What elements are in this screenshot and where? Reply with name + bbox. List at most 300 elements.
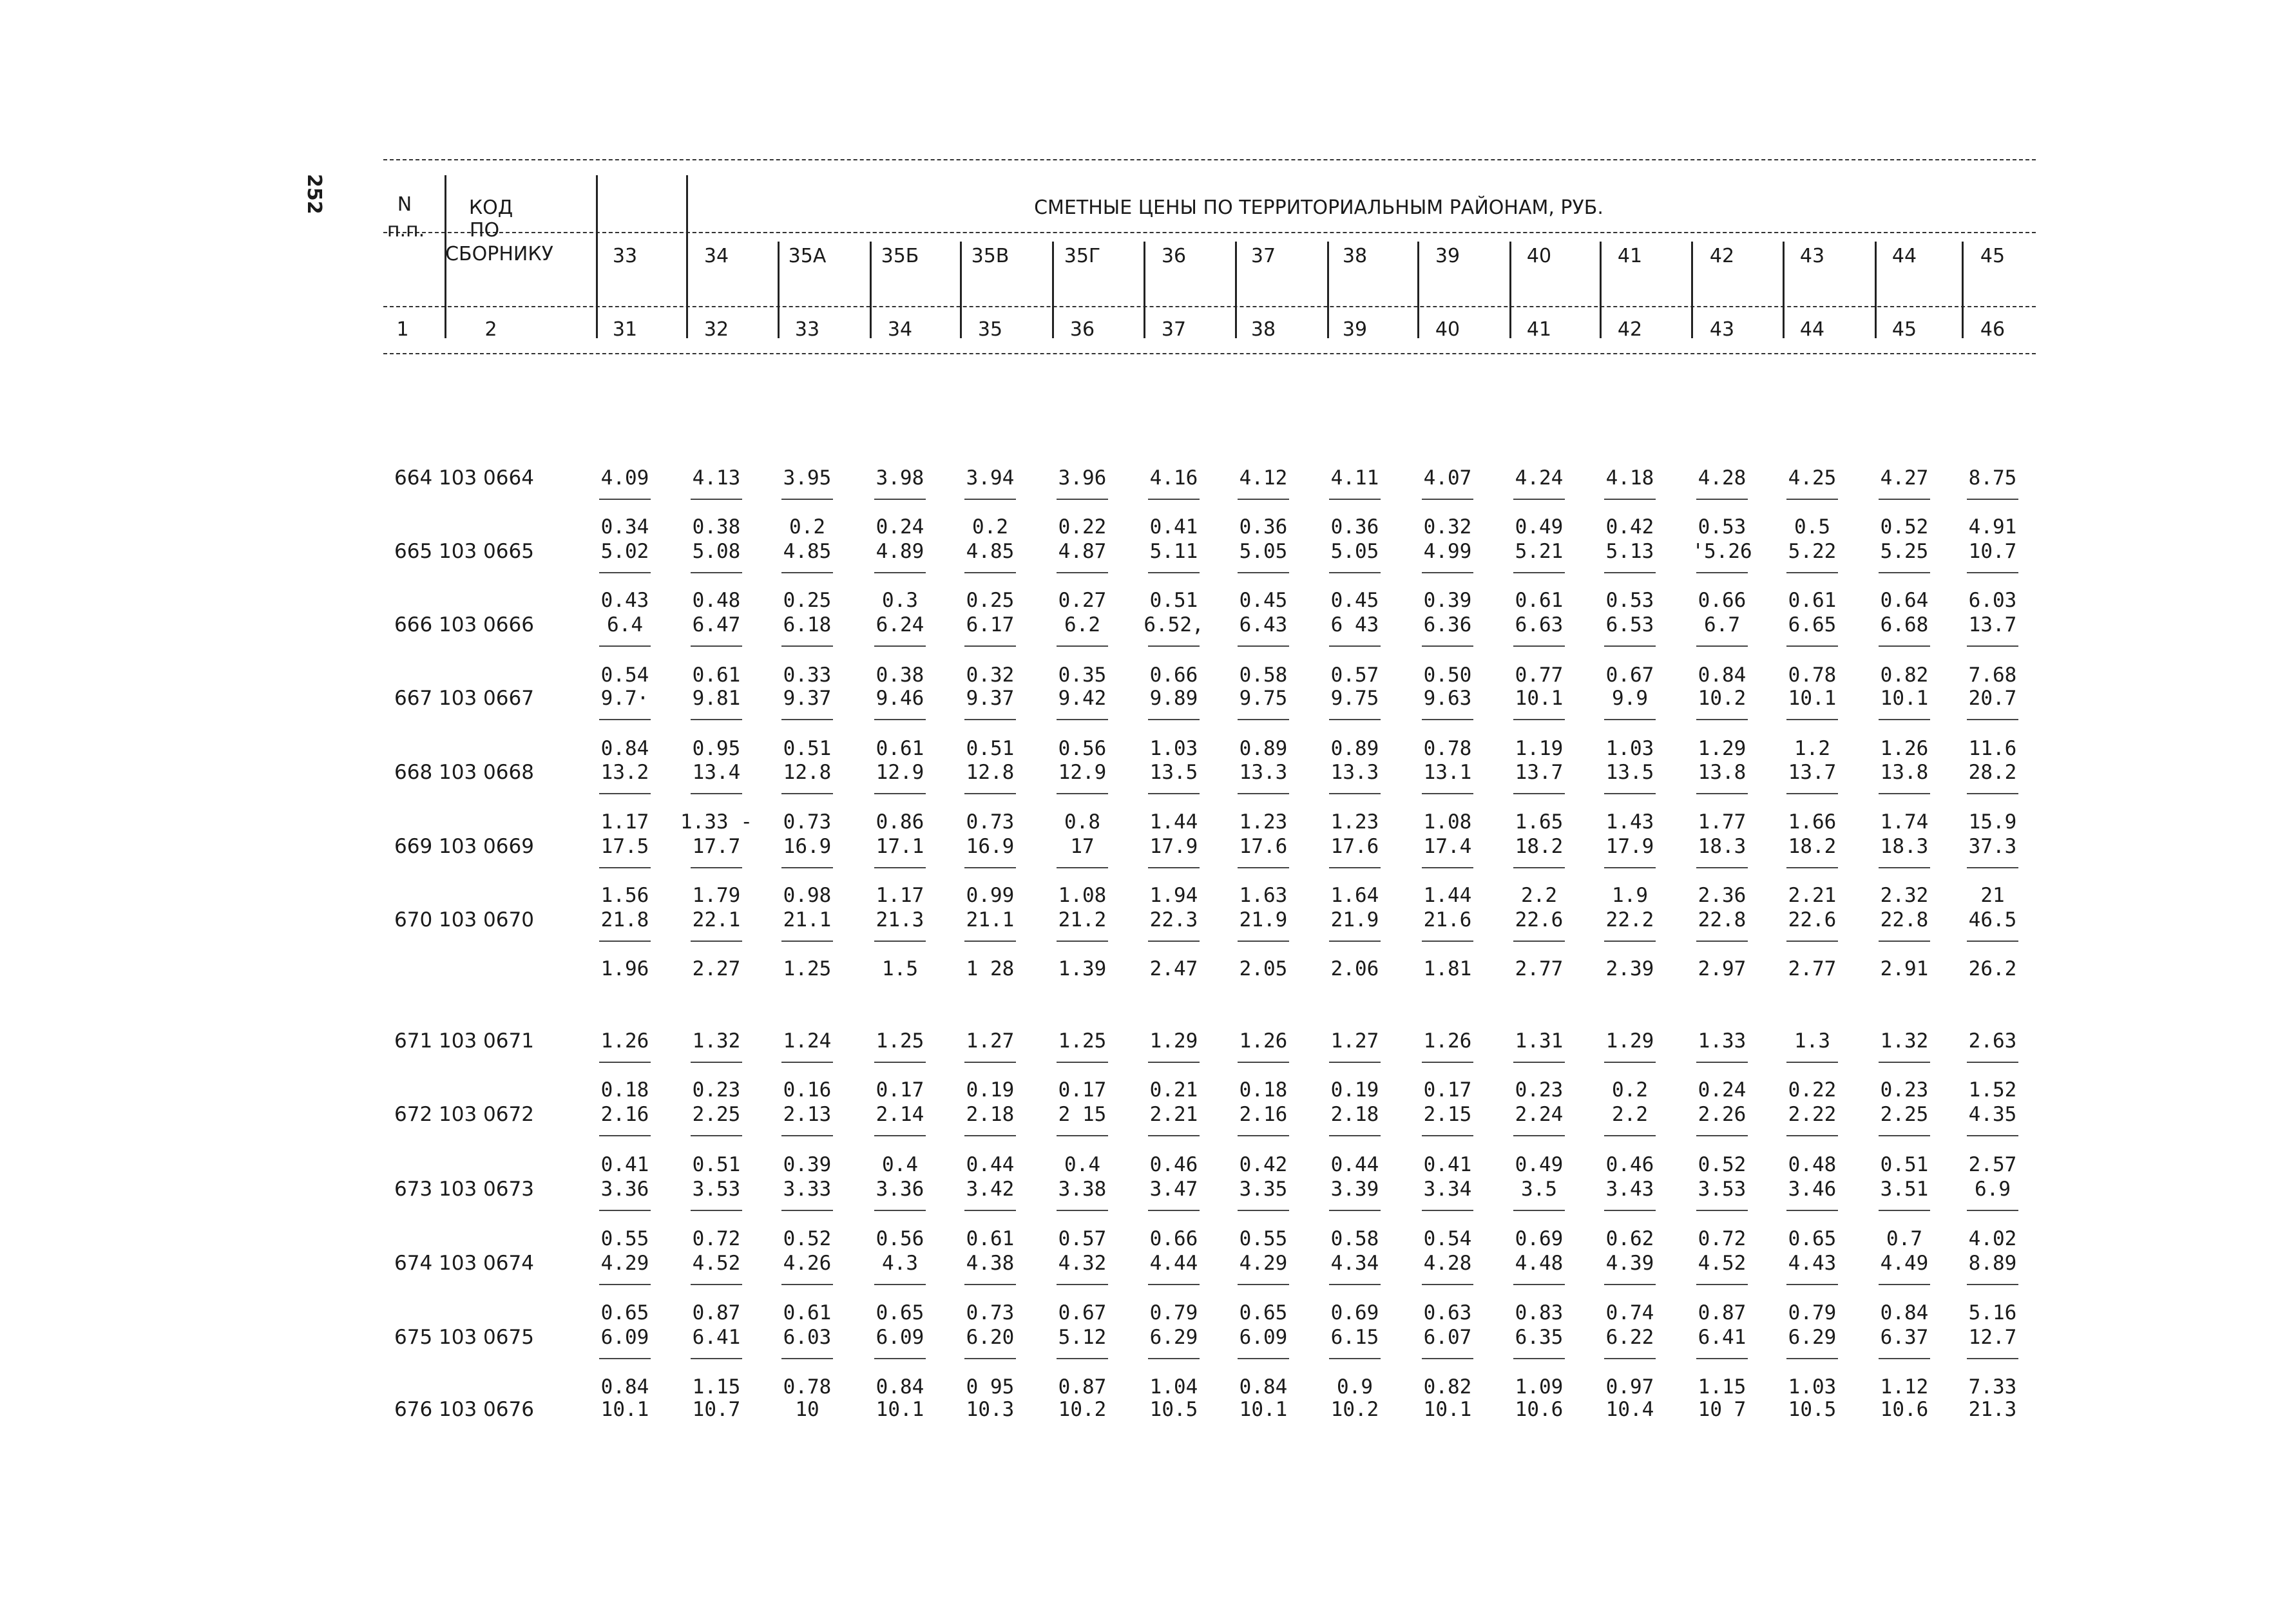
- fraction-bar: [1422, 1358, 1473, 1359]
- price-cell: 1.39: [1058, 957, 1107, 980]
- price-cell: 1.94: [1149, 884, 1198, 907]
- price-cell: 28.2: [1968, 761, 2017, 784]
- price-cell: 17.5: [600, 835, 649, 858]
- price-cell: 1.27: [966, 1029, 1015, 1053]
- price-cell: 0.51: [1149, 589, 1198, 612]
- row-label: 670 103 0670: [394, 908, 534, 931]
- price-cell: 17: [1070, 835, 1095, 858]
- price-cell: 1.96: [600, 957, 649, 980]
- price-cell: 0.23: [1515, 1078, 1564, 1102]
- price-cell: 0.38: [876, 664, 924, 687]
- fraction-bar: [1879, 645, 1930, 647]
- fraction-bar: [1967, 1062, 2018, 1063]
- price-cell: 6.22: [1605, 1326, 1654, 1349]
- price-cell: 4.27: [1880, 466, 1929, 490]
- price-cell: 0.72: [1698, 1227, 1747, 1250]
- fraction-bar: [1329, 793, 1381, 794]
- price-cell: 17.4: [1423, 835, 1472, 858]
- fraction-bar: [1786, 867, 1838, 868]
- price-cell: 1.29: [1605, 1029, 1654, 1053]
- fraction-bar: [1238, 1062, 1289, 1063]
- price-cell: 13.7: [1788, 761, 1837, 784]
- price-cell: 10: [795, 1398, 819, 1421]
- price-cell: 2.2: [1521, 884, 1557, 907]
- price-cell: 4.18: [1605, 466, 1654, 490]
- price-cell: 1.25: [876, 1029, 924, 1053]
- price-cell: 1.33: [1698, 1029, 1747, 1053]
- price-cell: 0.48: [1788, 1153, 1837, 1176]
- header-vrule: [1327, 242, 1329, 338]
- fraction-bar: [781, 1210, 833, 1211]
- price-cell: 1.9: [1612, 884, 1648, 907]
- price-cell: 6 43: [1330, 613, 1379, 636]
- price-cell: 4.43: [1788, 1252, 1837, 1275]
- price-cell: 10.1: [600, 1398, 649, 1421]
- fraction-bar: [1604, 1210, 1656, 1211]
- fraction-bar: [874, 867, 926, 868]
- price-cell: 4.13: [692, 466, 741, 490]
- fraction-bar: [1696, 1062, 1748, 1063]
- price-cell: 4.89: [876, 540, 924, 563]
- price-cell: 0.49: [1515, 1153, 1564, 1176]
- fraction-bar: [1696, 645, 1748, 647]
- fraction-bar: [1057, 1062, 1108, 1063]
- price-cell: 7.68: [1968, 664, 2017, 687]
- price-cell: 9.63: [1423, 687, 1472, 710]
- row-label: 674 103 0674: [394, 1252, 534, 1275]
- fraction-bar: [1329, 1284, 1381, 1285]
- column-number: 31: [612, 318, 638, 341]
- fraction-bar: [691, 1358, 742, 1359]
- price-cell: 0.55: [600, 1227, 649, 1250]
- fraction-bar: [964, 1210, 1016, 1211]
- price-cell: 17.6: [1330, 835, 1379, 858]
- price-cell: 10.1: [876, 1398, 924, 1421]
- header-vrule: [596, 175, 598, 338]
- fraction-bar: [1604, 1284, 1656, 1285]
- price-cell: 4.85: [966, 540, 1015, 563]
- fraction-bar: [1329, 645, 1381, 647]
- price-cell: 0.82: [1880, 664, 1929, 687]
- price-cell: 0.87: [1698, 1301, 1747, 1324]
- fraction-bar: [1696, 1210, 1748, 1211]
- region-header: 34: [704, 245, 729, 267]
- price-cell: 5.05: [1239, 540, 1288, 563]
- fraction-bar: [1148, 572, 1200, 573]
- price-cell: 3.43: [1605, 1178, 1654, 1201]
- price-cell: 0.24: [1698, 1078, 1747, 1102]
- price-cell: 0.61: [692, 664, 741, 687]
- price-cell: 1.26: [600, 1029, 649, 1053]
- price-cell: 11.6: [1968, 737, 2017, 760]
- price-cell: 6.29: [1149, 1326, 1198, 1349]
- fraction-bar: [1696, 572, 1748, 573]
- price-cell: 9.75: [1239, 687, 1288, 710]
- price-cell: 6.07: [1423, 1326, 1472, 1349]
- fraction-bar: [599, 645, 651, 647]
- price-cell: 0.98: [783, 884, 832, 907]
- price-cell: 0.97: [1605, 1375, 1654, 1399]
- price-cell: 0.61: [1515, 589, 1564, 612]
- fraction-bar: [1604, 645, 1656, 647]
- price-cell: 0.78: [783, 1375, 832, 1399]
- price-cell: 4.11: [1330, 466, 1379, 490]
- fraction-bar: [1967, 645, 2018, 647]
- fraction-bar: [691, 1284, 742, 1285]
- region-header: 36: [1161, 245, 1187, 267]
- price-cell: 4.48: [1515, 1252, 1564, 1275]
- price-cell: 0.79: [1788, 1301, 1837, 1324]
- price-cell: 4.49: [1880, 1252, 1929, 1275]
- price-cell: 3.95: [783, 466, 832, 490]
- price-cell: 2.57: [1968, 1153, 2017, 1176]
- price-cell: 4.07: [1423, 466, 1472, 490]
- fraction-bar: [599, 793, 651, 794]
- fraction-bar: [1786, 1284, 1838, 1285]
- price-cell: 13.7: [1968, 613, 2017, 636]
- fraction-bar: [781, 1358, 833, 1359]
- fraction-bar: [1148, 1135, 1200, 1136]
- fraction-bar: [1879, 1210, 1930, 1211]
- price-cell: 4.44: [1149, 1252, 1198, 1275]
- price-cell: 0.45: [1330, 589, 1379, 612]
- price-cell: 6.43: [1239, 613, 1288, 636]
- price-cell: 0.19: [966, 1078, 1015, 1102]
- fraction-bar: [1879, 793, 1930, 794]
- price-cell: 0.78: [1423, 737, 1472, 760]
- row-label: 672 103 0672: [394, 1103, 534, 1126]
- fraction-bar: [1786, 1062, 1838, 1063]
- fraction-bar: [874, 1062, 926, 1063]
- fraction-bar: [1057, 793, 1108, 794]
- price-cell: 10.4: [1605, 1398, 1654, 1421]
- price-cell: 13.7: [1515, 761, 1564, 784]
- price-cell: 0.57: [1058, 1227, 1107, 1250]
- price-cell: 1.66: [1788, 810, 1837, 834]
- fraction-bar: [1422, 1062, 1473, 1063]
- fraction-bar: [1967, 1210, 2018, 1211]
- fraction-bar: [1057, 572, 1108, 573]
- price-cell: 2.21: [1788, 884, 1837, 907]
- fraction-bar: [874, 499, 926, 500]
- price-cell: 22.6: [1788, 908, 1837, 931]
- fraction-bar: [599, 1062, 651, 1063]
- price-cell: 4.12: [1239, 466, 1288, 490]
- fraction-bar: [599, 1358, 651, 1359]
- price-cell: 4.25: [1788, 466, 1837, 490]
- price-cell: 10.1: [1880, 687, 1929, 710]
- price-cell: 0.65: [876, 1301, 924, 1324]
- price-cell: 0.4: [882, 1153, 918, 1176]
- price-cell: 1.27: [1330, 1029, 1379, 1053]
- price-cell: 0.2: [972, 515, 1008, 539]
- fraction-bar: [1148, 1062, 1200, 1063]
- header-rule: [383, 306, 2036, 307]
- price-cell: 0.51: [783, 737, 832, 760]
- price-cell: 0.61: [876, 737, 924, 760]
- row-label: 668 103 0668: [394, 761, 534, 784]
- fraction-bar: [1786, 1135, 1838, 1136]
- price-cell: 3.94: [966, 466, 1015, 490]
- price-cell: 0.48: [692, 589, 741, 612]
- fraction-bar: [599, 719, 651, 720]
- price-cell: 1.65: [1515, 810, 1564, 834]
- price-cell: 1.64: [1330, 884, 1379, 907]
- price-cell: '5.26: [1692, 540, 1752, 563]
- column-number: 36: [1069, 318, 1095, 341]
- price-cell: 6.65: [1788, 613, 1837, 636]
- header-vrule: [1783, 242, 1785, 338]
- price-cell: 0.24: [876, 515, 924, 539]
- price-cell: 6.18: [783, 613, 832, 636]
- col-code-label: КОД: [468, 196, 513, 219]
- fraction-bar: [1238, 1358, 1289, 1359]
- fraction-bar: [1604, 499, 1656, 500]
- row-label: 665 103 0665: [394, 540, 534, 563]
- price-cell: 2.21: [1149, 1103, 1198, 1126]
- fraction-bar: [1238, 793, 1289, 794]
- fraction-bar: [964, 719, 1016, 720]
- column-number: 44: [1799, 318, 1825, 341]
- price-cell: 21.1: [966, 908, 1015, 931]
- price-cell: 18.3: [1880, 835, 1929, 858]
- price-cell: 5.13: [1605, 540, 1654, 563]
- price-cell: 17.7: [692, 835, 741, 858]
- fraction-bar: [1057, 719, 1108, 720]
- price-cell: 0.69: [1330, 1301, 1379, 1324]
- price-cell: 4.52: [692, 1252, 741, 1275]
- price-cell: 13.8: [1698, 761, 1747, 784]
- header-vrule: [1691, 242, 1693, 338]
- row-label: 671 103 0671: [394, 1029, 534, 1053]
- price-cell: 4.3: [882, 1252, 918, 1275]
- fraction-bar: [1329, 719, 1381, 720]
- fraction-bar: [1238, 1135, 1289, 1136]
- fraction-bar: [1786, 719, 1838, 720]
- price-cell: 1.31: [1515, 1029, 1564, 1053]
- price-cell: 9.37: [966, 687, 1015, 710]
- price-cell: 0.84: [1698, 664, 1747, 687]
- fraction-bar: [1604, 1358, 1656, 1359]
- price-cell: 13.1: [1423, 761, 1472, 784]
- price-cell: 1.15: [692, 1375, 741, 1399]
- price-cell: 0.61: [783, 1301, 832, 1324]
- price-cell: 0.63: [1423, 1301, 1472, 1324]
- price-cell: 2.47: [1149, 957, 1198, 980]
- price-cell: 0.78: [1788, 664, 1837, 687]
- fraction-bar: [964, 499, 1016, 500]
- price-cell: 8.89: [1968, 1252, 2017, 1275]
- price-cell: 1.03: [1149, 737, 1198, 760]
- price-cell: 6.09: [876, 1326, 924, 1349]
- price-cell: 4.39: [1605, 1252, 1654, 1275]
- row-label: 676 103 0676: [394, 1398, 534, 1421]
- price-cell: 0.17: [1058, 1078, 1107, 1102]
- price-cell: 4.29: [1239, 1252, 1288, 1275]
- price-cell: 10 7: [1698, 1398, 1747, 1421]
- price-cell: 0.66: [1149, 1227, 1198, 1250]
- fraction-bar: [1148, 645, 1200, 647]
- price-cell: 0.84: [876, 1375, 924, 1399]
- fraction-bar: [1786, 1358, 1838, 1359]
- fraction-bar: [1513, 793, 1565, 794]
- fraction-bar: [1879, 572, 1930, 573]
- price-cell: 6.52,: [1144, 613, 1204, 636]
- price-cell: 6.41: [1698, 1326, 1747, 1349]
- fraction-bar: [1786, 941, 1838, 942]
- col-code-label: ПО: [469, 219, 500, 242]
- price-cell: 1.74: [1880, 810, 1929, 834]
- price-cell: 4.16: [1149, 466, 1198, 490]
- header-vrule: [1417, 242, 1419, 338]
- region-header: 45: [1980, 245, 2005, 267]
- fraction-bar: [1238, 941, 1289, 942]
- fraction-bar: [1696, 499, 1748, 500]
- fraction-bar: [1513, 1210, 1565, 1211]
- price-cell: 16.9: [783, 835, 832, 858]
- fraction-bar: [1329, 1135, 1381, 1136]
- price-cell: 9.37: [783, 687, 832, 710]
- fraction-bar: [1148, 1358, 1200, 1359]
- price-cell: 1.15: [1698, 1375, 1747, 1399]
- col-code-label: СБОРНИКУ: [445, 243, 553, 265]
- fraction-bar: [964, 793, 1016, 794]
- price-cell: 5.16: [1968, 1301, 2017, 1324]
- fraction-bar: [599, 572, 651, 573]
- fraction-bar: [691, 867, 742, 868]
- price-cell: 0.61: [1788, 589, 1837, 612]
- price-cell: 6.47: [692, 613, 741, 636]
- fraction-bar: [1967, 1358, 2018, 1359]
- price-cell: 1.5: [882, 957, 918, 980]
- fraction-bar: [691, 719, 742, 720]
- price-cell: 5.12: [1058, 1326, 1107, 1349]
- price-cell: 0.84: [600, 737, 649, 760]
- price-cell: 0.65: [1788, 1227, 1837, 1250]
- price-cell: 1.77: [1698, 810, 1747, 834]
- fraction-bar: [1513, 1358, 1565, 1359]
- fraction-bar: [781, 793, 833, 794]
- fraction-bar: [691, 645, 742, 647]
- price-cell: 1.32: [1880, 1029, 1929, 1053]
- price-cell: 9.42: [1058, 687, 1107, 710]
- price-cell: 0.17: [876, 1078, 924, 1102]
- price-cell: 6.9: [1975, 1178, 2011, 1201]
- price-cell: 0.73: [783, 810, 832, 834]
- price-cell: 0.84: [600, 1375, 649, 1399]
- fraction-bar: [874, 1210, 926, 1211]
- column-number: 34: [887, 318, 913, 341]
- price-cell: 0.95: [692, 737, 741, 760]
- price-cell: 17.1: [876, 835, 924, 858]
- column-number: 41: [1526, 318, 1552, 341]
- column-number: 40: [1435, 318, 1460, 341]
- price-cell: 2.63: [1968, 1029, 2017, 1053]
- fraction-bar: [1604, 941, 1656, 942]
- price-cell: 2.15: [1423, 1103, 1472, 1126]
- price-cell: 0.72: [692, 1227, 741, 1250]
- fraction-bar: [1238, 1284, 1289, 1285]
- price-cell: 0.52: [783, 1227, 832, 1250]
- price-cell: 1.23: [1330, 810, 1379, 834]
- price-cell: 0.7: [1886, 1227, 1922, 1250]
- price-cell: 0.36: [1330, 515, 1379, 539]
- price-cell: 0.52: [1698, 1153, 1747, 1176]
- fraction-bar: [964, 572, 1016, 573]
- price-cell: 0.51: [966, 737, 1015, 760]
- fraction-bar: [1422, 1284, 1473, 1285]
- price-cell: 0.2: [1612, 1078, 1648, 1102]
- price-cell: 0.56: [1058, 737, 1107, 760]
- fraction-bar: [1513, 941, 1565, 942]
- price-cell: 1.03: [1788, 1375, 1837, 1399]
- price-cell: 0.51: [1880, 1153, 1929, 1176]
- fraction-bar: [1967, 719, 2018, 720]
- price-cell: 0.22: [1788, 1078, 1837, 1102]
- price-cell: 8.75: [1968, 466, 2017, 490]
- price-cell: 0.41: [1149, 515, 1198, 539]
- fraction-bar: [599, 867, 651, 868]
- region-header: 43: [1799, 245, 1825, 267]
- fraction-bar: [781, 572, 833, 573]
- price-cell: 0.61: [966, 1227, 1015, 1250]
- price-cell: 5.25: [1880, 540, 1929, 563]
- fraction-bar: [599, 1284, 651, 1285]
- fraction-bar: [1148, 867, 1200, 868]
- row-label: 666 103 0666: [394, 613, 534, 636]
- fraction-bar: [1967, 941, 2018, 942]
- price-cell: 3.36: [600, 1178, 649, 1201]
- price-cell: 6.09: [1239, 1326, 1288, 1349]
- price-cell: 0.89: [1330, 737, 1379, 760]
- fraction-bar: [1422, 572, 1473, 573]
- price-cell: 3.42: [966, 1178, 1015, 1201]
- column-number: 32: [704, 318, 729, 341]
- price-cell: 2.24: [1515, 1103, 1564, 1126]
- price-cell: 0.65: [1239, 1301, 1288, 1324]
- row-label: 675 103 0675: [394, 1326, 534, 1349]
- price-cell: 16.9: [966, 835, 1015, 858]
- fraction-bar: [874, 793, 926, 794]
- fraction-bar: [1422, 1135, 1473, 1136]
- region-header: 40: [1526, 245, 1552, 267]
- price-cell: 0.2: [789, 515, 825, 539]
- price-cell: 3.39: [1330, 1178, 1379, 1201]
- price-cell: 1.03: [1605, 737, 1654, 760]
- price-cell: 0.87: [692, 1301, 741, 1324]
- price-cell: 0.39: [783, 1153, 832, 1176]
- price-cell: 6.29: [1788, 1326, 1837, 1349]
- price-cell: 5.05: [1330, 540, 1379, 563]
- price-cell: 2.14: [876, 1103, 924, 1126]
- price-cell: 4.52: [1698, 1252, 1747, 1275]
- fraction-bar: [1786, 572, 1838, 573]
- price-cell: 0.41: [1423, 1153, 1472, 1176]
- price-cell: 1.3: [1794, 1029, 1830, 1053]
- fraction-bar: [1604, 719, 1656, 720]
- fraction-bar: [1329, 1210, 1381, 1211]
- price-cell: 4.91: [1968, 515, 2017, 539]
- row-label: 667 103 0667: [394, 687, 534, 710]
- fraction-bar: [1148, 719, 1200, 720]
- fraction-bar: [1148, 499, 1200, 500]
- fraction-bar: [1422, 867, 1473, 868]
- price-cell: 17.9: [1149, 835, 1198, 858]
- fraction-bar: [1513, 645, 1565, 647]
- price-cell: 1.29: [1698, 737, 1747, 760]
- price-cell: 3.35: [1239, 1178, 1288, 1201]
- fraction-bar: [691, 793, 742, 794]
